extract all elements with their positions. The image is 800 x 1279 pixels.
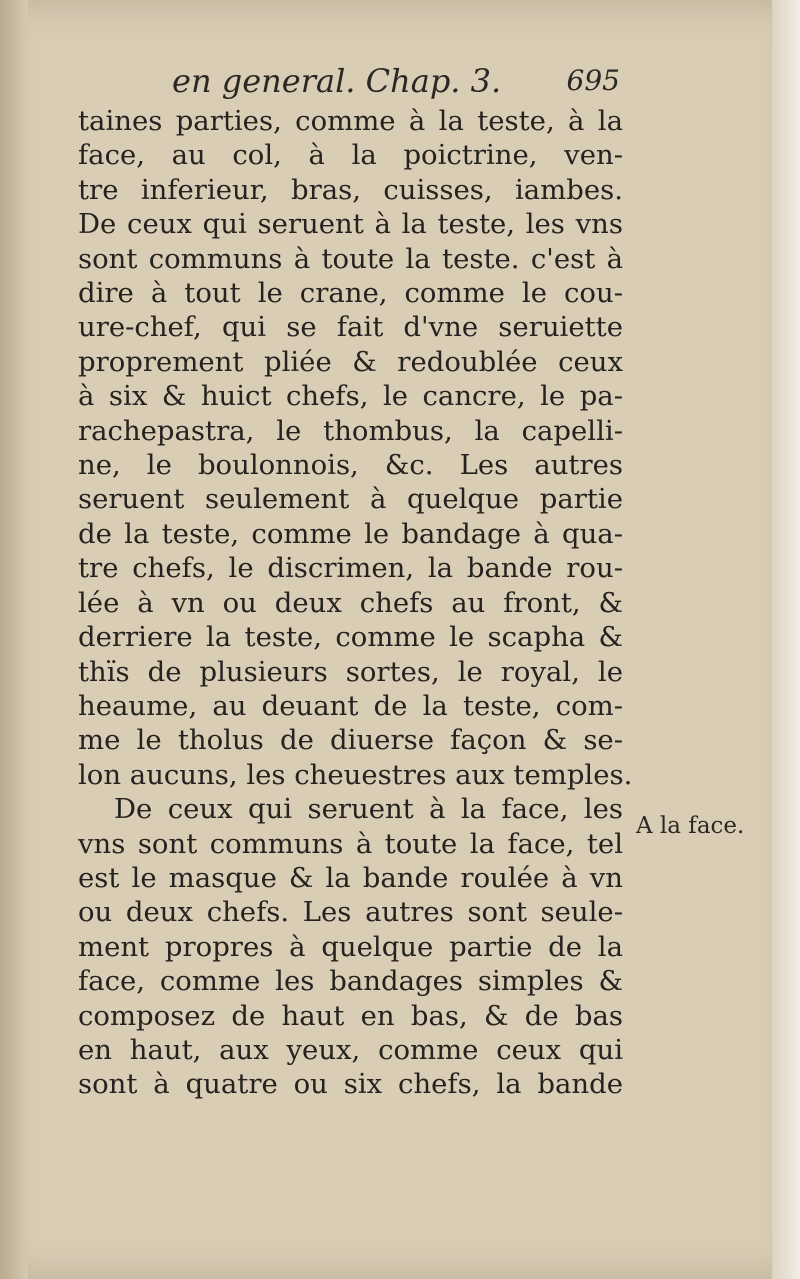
- text-line: thïs de plusieurs sortes, le royal, le: [78, 655, 623, 688]
- text-line: rachepastra, le thombus, la capelli-: [78, 414, 623, 447]
- text-line: tre inferieur, bras, cuisses, iambes.: [78, 173, 623, 206]
- text-line: dire à tout le crane, comme le cou-: [78, 277, 623, 310]
- text-line: heaume, au deuant de la teste, com-: [78, 689, 623, 722]
- text-line: tre chefs, le discrimen, la bande rou-: [78, 552, 623, 585]
- text-line: en haut, aux yeux, comme ceux qui: [78, 1033, 623, 1066]
- text-line: vns sont communs à toute la face, tel: [78, 827, 623, 860]
- text-line: taines parties, comme à la teste, à la: [78, 105, 623, 137]
- text-line: lée à vn ou deux chefs au front, &: [78, 586, 623, 619]
- text-line: proprement pliée & redoublée ceux: [78, 345, 623, 378]
- text-line: me le tholus de diuerse façon & se-: [78, 724, 623, 757]
- margin-note: A la face.: [636, 813, 745, 839]
- text-line: ment propres à quelque partie de la: [78, 930, 623, 963]
- text-line: composez de haut en bas, & de bas: [78, 999, 623, 1032]
- text-line: ou deux chefs. Les autres sont seule-: [78, 896, 623, 929]
- page-gutter-shadow: [0, 0, 28, 1279]
- text-line: sont communs à toute la teste. c'est à: [78, 242, 623, 275]
- text-line: ne, le boulonnois, &c. Les autres: [78, 449, 623, 482]
- text-line: face, comme les bandages simples &: [78, 965, 623, 998]
- text-line: ure-chef, qui se fait d'vne seruiette: [78, 311, 623, 344]
- page-outer-edge: [772, 0, 800, 1279]
- body-text: [78, 104, 633, 1102]
- text-line: de la teste, comme le bandage à qua-: [78, 517, 623, 550]
- text-line: est le masque & la bande roulée à vn: [78, 861, 623, 894]
- text-line: De ceux qui seruent à la teste, les vns: [78, 208, 623, 241]
- text-line: derriere la teste, comme le scapha &: [78, 621, 623, 654]
- text-line: à six & huict chefs, le cancre, le pa-: [78, 380, 623, 413]
- text-line: lon aucuns, les cheuestres aux temples.: [78, 758, 633, 791]
- text-line: face, au col, à la poictrine, ven-: [78, 139, 623, 172]
- text-line: De ceux qui seruent à la face, les: [114, 793, 623, 826]
- text-line: sont à quatre ou six chefs, la bande: [78, 1068, 623, 1101]
- running-head: en general. Chap. 3.: [172, 62, 502, 100]
- text-line: seruent seulement à quelque partie: [78, 483, 623, 516]
- page-header: [80, 62, 620, 106]
- page-number: 695: [566, 64, 620, 97]
